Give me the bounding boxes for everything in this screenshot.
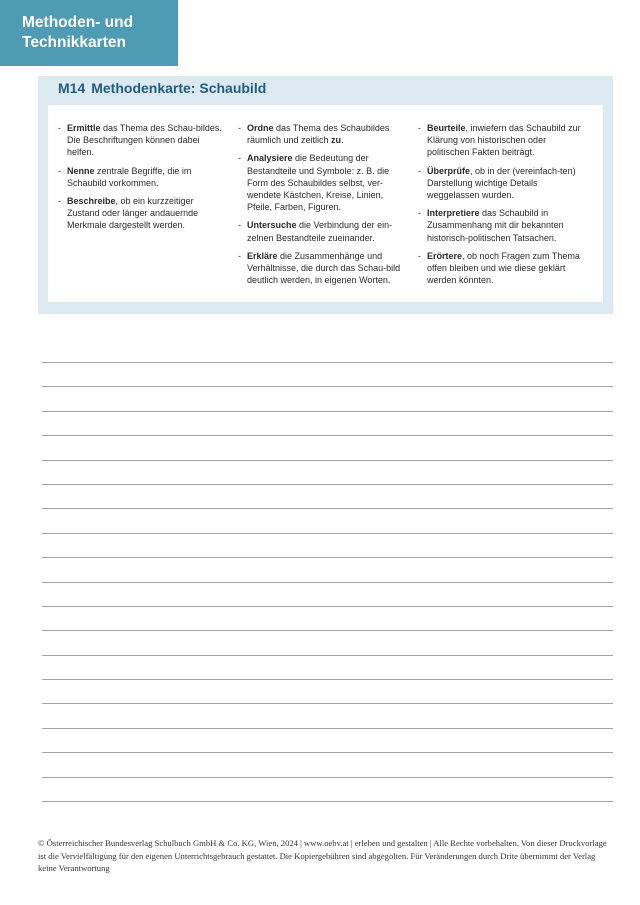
section-header-title [22,13,133,53]
instruction-item: - Interpretiere das Schaubild in Zusammenhang mit dir bekannten historisch-politischen Tatsachen. [418,208,564,243]
writing-line [42,703,613,704]
instruction-verb: Erkläre [247,250,278,261]
writing-line [42,801,613,802]
instruction-text: , ob ein kurzzeitiger Zustand oder länger andauernde Merkmale dargestellt werden. [67,196,199,231]
writing-line [42,728,613,729]
writing-line [42,557,613,558]
instruction-column-2 [238,122,406,292]
writing-line [42,582,613,583]
instruction-verb: Untersuche [247,220,297,231]
instruction-verb: Ordne [247,123,274,133]
writing-line [42,435,613,436]
instruction-verb: Überprüfe [427,165,471,176]
writing-line [42,460,613,461]
instruction-verb: Interpretiere [427,208,480,219]
writing-line [42,777,613,778]
instruction-text: das Thema des Schaubildes räumlich und zeitlich [247,123,390,146]
method-card-title [58,80,266,96]
instruction-text: , ob noch Fragen zum Thema offen bleiben und wie diese geklärt werden könnten. [427,250,580,286]
instruction-text: , inwiefern das Schaubild zur Klärung von historischen oder politischen Fakten beiträgt. [427,123,581,158]
instruction-column-3 [418,122,586,292]
instruction-text: das Schaubild in Zusammenhang mit dir bekannten historisch-politischen Tatsachen. [427,208,564,243]
instruction-item: - Überprüfe, ob in der (vereinfach-ten) Darstellung wichtige Details weggelassen wurden. [418,165,576,201]
method-card-title-text: Methodenkarte: Schaubild [91,80,267,96]
instruction-text: die Verbindung der ein-zelnen Bestandteile zueinander. [247,220,393,243]
section-header-line-1: Methoden- und [22,14,134,31]
writing-line [42,508,613,509]
writing-lines [42,362,613,825]
instruction-item: - Ordne das Thema des Schaubildes räumlich und zeitlich zu. [238,123,390,146]
instruction-verb: Nenne [67,165,95,176]
method-card-code: M14 [58,80,86,96]
instruction-item: - Ermittle das Thema des Schau-bildes. Die Beschriftungen können dabei helfen. [58,123,222,158]
instruction-text: die Bedeutung der Bestandteile und Symbole: z. B. die Form des Schaubildes selbst, ver-wendete Kästchen, Kreise, Linien, Pfeile, Farben, Figuren. [247,153,390,213]
writing-line [42,679,613,680]
instruction-item: - Nenne zentrale Begriffe, die im Schaubild vorkommen. [58,165,192,188]
instruction-text: die Zusammenhänge und Verhältnisse, die durch das Schau-bild deutlich werden, in eigenen Worten. [247,250,401,286]
instruction-item: - Analysiere die Bedeutung der Bestandteile und Symbole: z. B. die Form des Schaubildes selbst, ver-wendete Kästchen, Kreise, Linien, Pfeile, Farben, Figuren. [238,153,390,213]
writing-line [42,484,613,485]
writing-line [42,630,613,631]
writing-line [42,655,613,656]
instruction-verb: Ermittle [67,123,101,133]
instruction-item: - Erkläre die Zusammenhänge und Verhältnisse, die durch das Schau-bild deutlich werden, in eigenen Worten. [238,250,401,286]
writing-line [42,386,613,387]
instruction-verb: Beschreibe [67,196,116,207]
instruction-text: das Thema des Schau-bildes. Die Beschriftungen können dabei helfen. [67,123,222,158]
instruction-verb-suffix: zu [331,135,342,146]
instruction-column-1 [58,122,226,238]
writing-line [42,362,613,363]
instruction-item: - Erörtere, ob noch Fragen zum Thema offen bleiben und wie diese geklärt werden könnten. [418,250,580,286]
instruction-item: - Beurteile, inwiefern das Schaubild zur Klärung von historischen oder politischen Fakten beiträgt. [418,123,581,158]
writing-line [42,752,613,753]
section-header-tab [0,0,178,66]
instruction-verb: Beurteile [427,123,466,133]
instruction-text: zentrale Begriffe, die im Schaubild vorkommen. [67,165,192,188]
writing-line [42,411,613,412]
instruction-verb: Analysiere [247,153,293,164]
section-header-line-2: Technikkarten [22,34,126,51]
instruction-item: - Untersuche die Verbindung der ein-zelnen Bestandteile zueinander. [238,220,393,243]
instruction-text-end: . [341,135,344,146]
writing-line [42,606,613,607]
copyright-footer: © Österreichischer Bundesverlag Schulbuch GmbH & Co. KG, Wien, 2024 | www.oebv.at | erleben und gestalten | Alle Rechte vorbehalten. Von dieser Druckvorlage ist die Vervielfältigung für den eigenen Unterrichtsgebrauch gestattet. Die Kopiergebühren sind abgegolten. Für Veränderungen durch Drite übernimmt der Verlag keine Verantwortung [38,838,607,874]
instruction-verb: Erörtere [427,250,463,261]
writing-line [42,533,613,534]
instruction-item: - Beschreibe, ob ein kurzzeitiger Zustand oder länger andauernde Merkmale dargestellt werden. [58,196,199,231]
instruction-text: , ob in der (vereinfach-ten) Darstellung wichtige Details weggelassen wurden. [427,165,576,201]
